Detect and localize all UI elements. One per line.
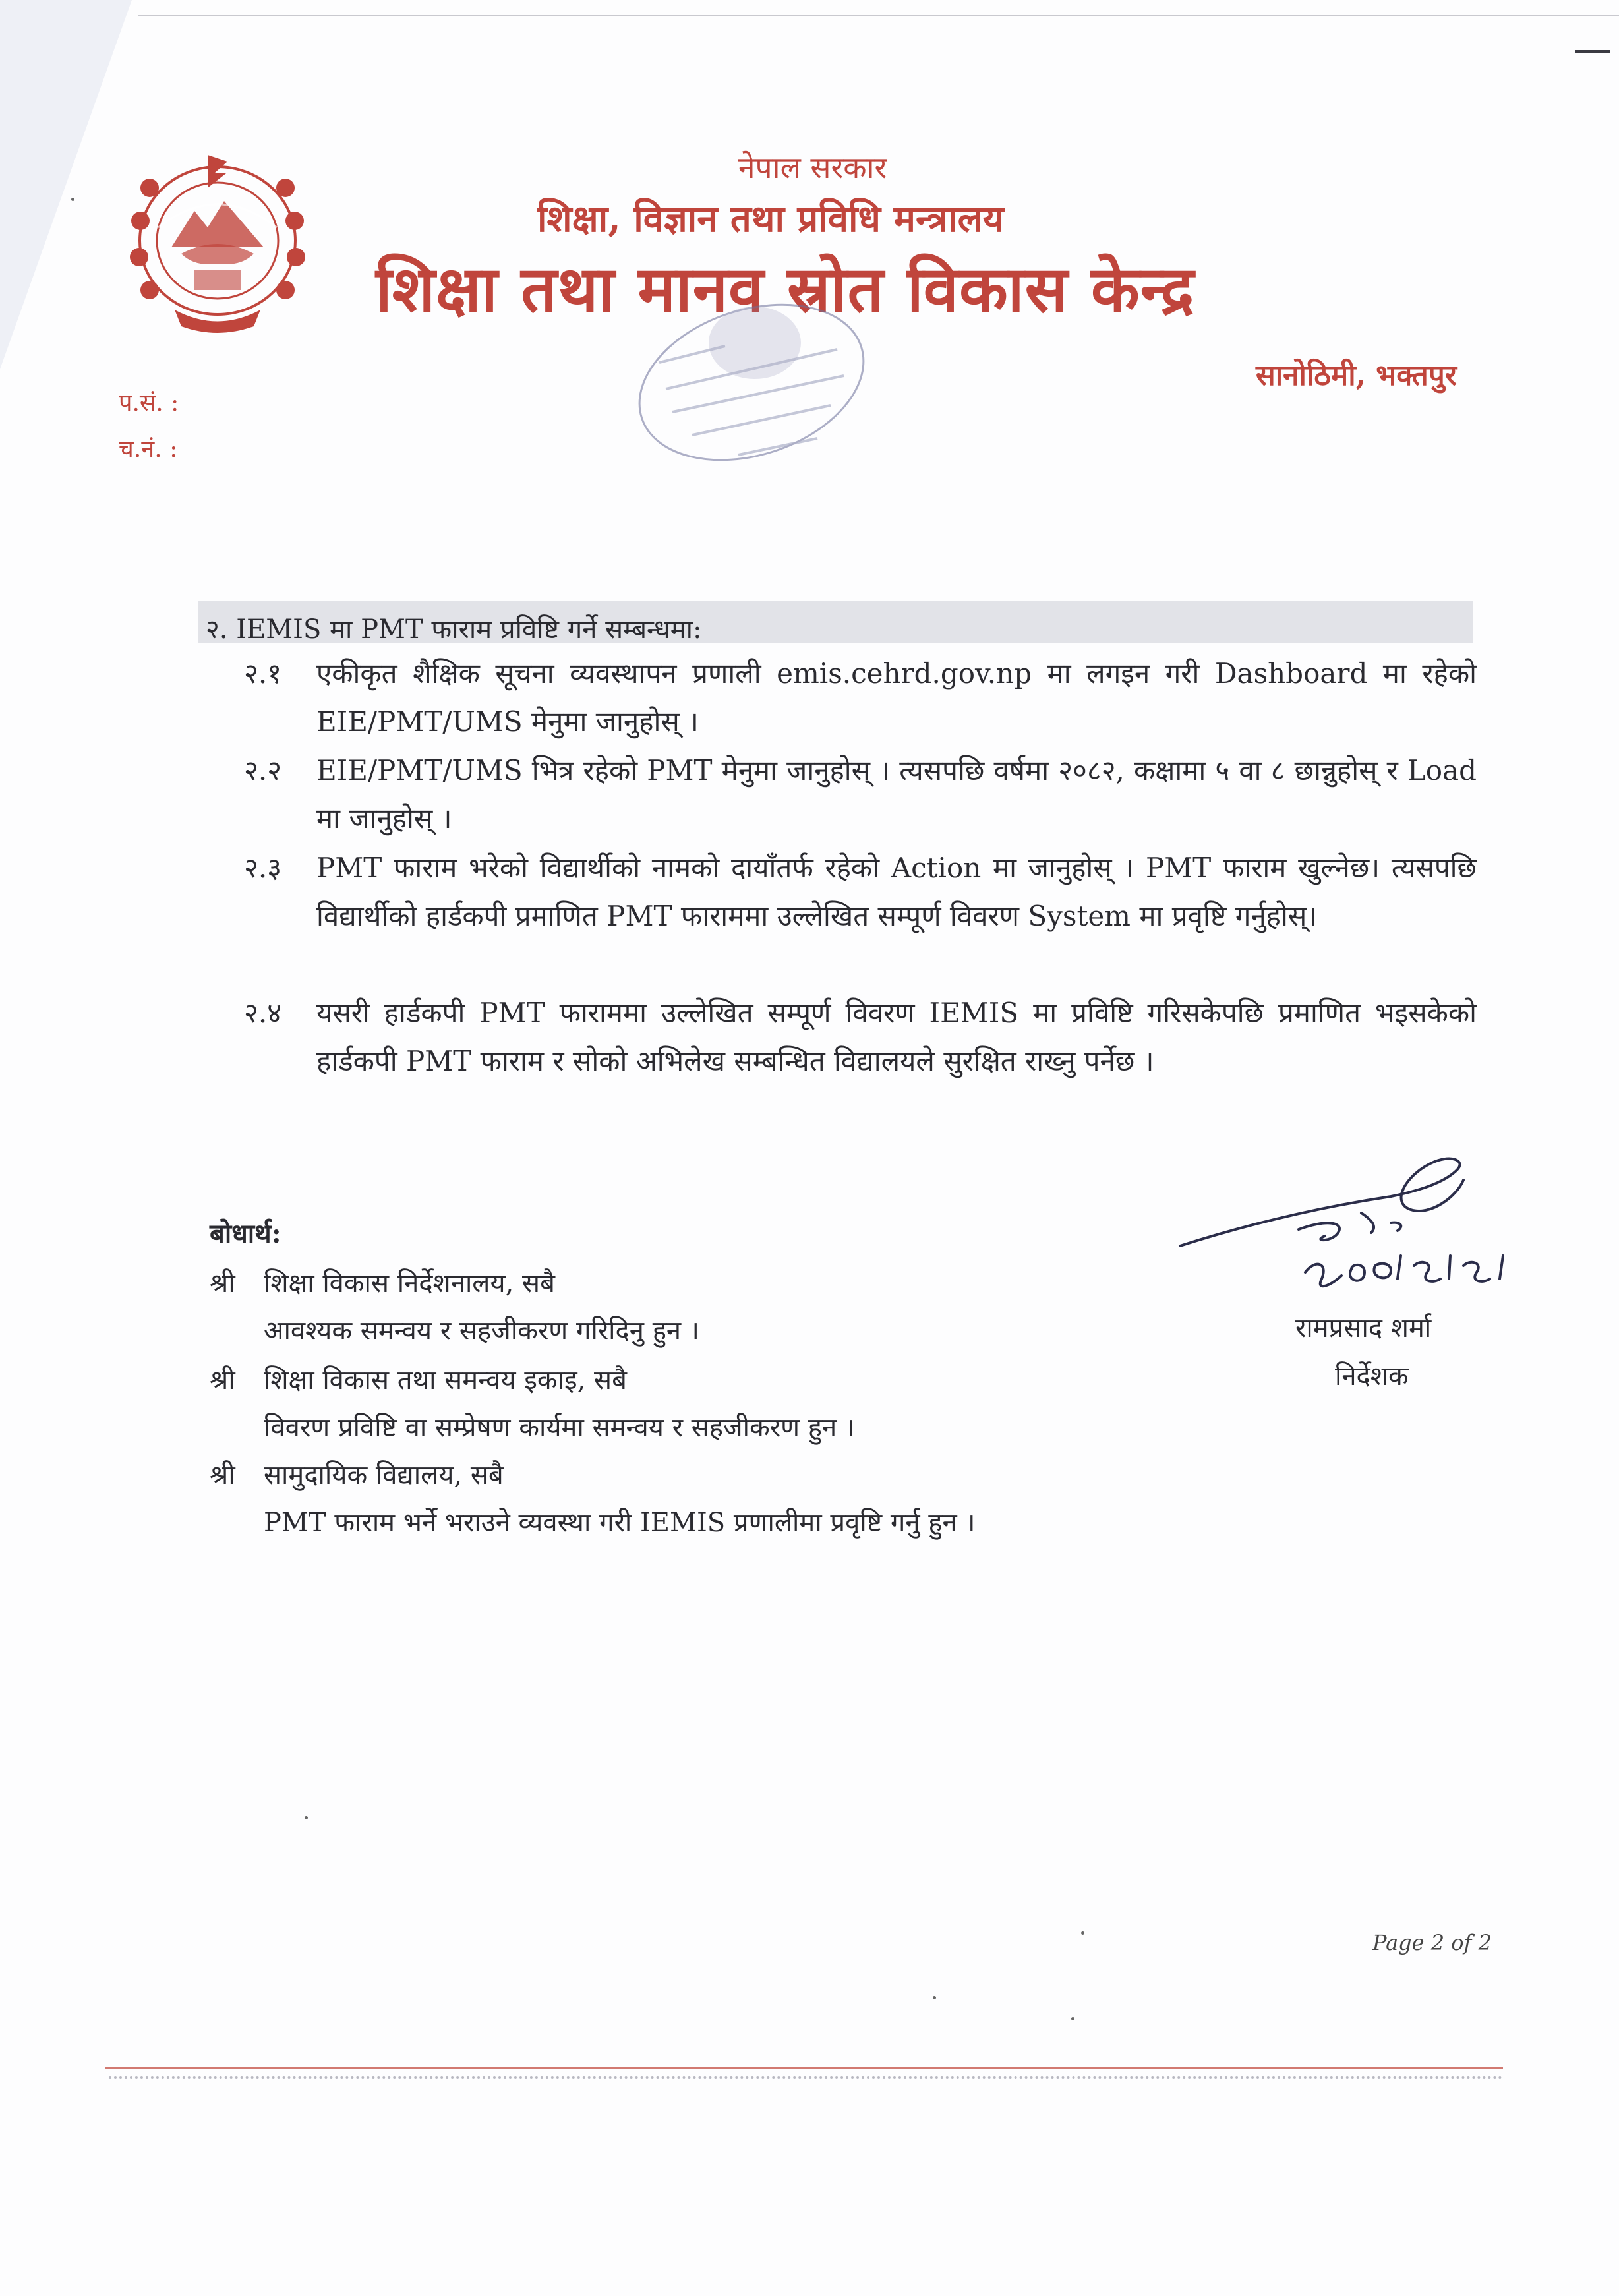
- cc-heading: बोधार्थ:: [210, 1218, 281, 1249]
- footer-rule: [105, 2067, 1503, 2069]
- recipient-name: शिक्षा विकास तथा समन्वय इकाइ, सबै: [264, 1365, 627, 1396]
- official-stamp: [620, 283, 897, 481]
- instruction-number: २.३: [244, 852, 282, 884]
- margin-mark: [1575, 50, 1610, 53]
- recipient-name: सामुदायिक विद्यालय, सबै: [264, 1460, 504, 1490]
- scan-speck: [933, 1996, 936, 1999]
- recipient-note: विवरण प्रविष्टि वा सम्प्रेषण कार्यमा समन्वय र सहजीकरण हुन ।: [264, 1413, 856, 1443]
- instruction-number: २.२: [244, 754, 282, 786]
- scan-speck: [71, 198, 74, 201]
- page-number: Page 2 of 2: [1372, 1930, 1492, 1955]
- recipient-name: शिक्षा विकास निर्देशनालय, सबै: [264, 1268, 555, 1299]
- section-title: २. IEMIS मा PMT फाराम प्रविष्टि गर्ने सम्बन्धमा:: [206, 614, 702, 645]
- recipient-prefix: श्री: [210, 1365, 235, 1396]
- recipient-note: PMT फाराम भर्ने भराउने व्यवस्था गरी IEMIS प्रणालीमा प्रवृष्टि गर्नु हुन ।: [264, 1508, 976, 1538]
- scan-speck: [1071, 2017, 1074, 2020]
- scan-speck: [1081, 1931, 1084, 1935]
- ministry-name: शिक्षा, विज्ञान तथा प्रविधि मन्त्रालय: [537, 197, 1005, 241]
- government-name: नेपाल सरकार: [738, 150, 887, 185]
- recipient-note: आवश्यक समन्वय र सहजीकरण गरिदिनु हुन ।: [264, 1316, 700, 1346]
- reference-number-label: प.सं. :: [119, 390, 179, 417]
- instruction-text: यसरी हार्डकपी PMT फाराममा उल्लेखित सम्पूर्ण विवरण IEMIS मा प्रविष्टि गरिसकेपछि प्रमाणित भइसकेको हार्डकपी PMT फाराम र सोको अभिलेख सम्बन्धित विद्यालयले सुरक्षित राख्नु पर्नेछ ।: [316, 997, 1477, 1077]
- recipient-prefix: श्री: [210, 1268, 235, 1299]
- instruction-text: PMT फाराम भरेको विद्यार्थीको नामको दायाँतर्फ रहेको Action मा जानुहोस् । PMT फाराम खुल्नेछ। त्यसपछि विद्यार्थीको हार्डकपी प्रमाणित PMT फाराममा उल्लेखित सम्पूर्ण विवरण System मा प्रवृष्टि गर्नुहोस्।: [316, 852, 1477, 932]
- handwritten-signature: [1173, 1144, 1543, 1302]
- instruction-text: EIE/PMT/UMS भित्र रहेको PMT मेनुमा जानुहोस् । त्यसपछि वर्षमा २०८२, कक्षामा ५ वा ८ छान्नुहोस् र Load मा जानुहोस् ।: [316, 754, 1477, 835]
- footer-dotted-line: [109, 2076, 1503, 2079]
- instruction-text: एकीकृत शैक्षिक सूचना व्यवस्थापन प्रणाली emis.cehrd.gov.np मा लगइन गरी Dashboard मा रहेको EIE/PMT/UMS मेनुमा जानुहोस् ।: [316, 657, 1477, 738]
- office-address: सानोठिमी, भक्तपुर: [1256, 359, 1457, 392]
- signer-name: रामप्रसाद शर्मा: [1295, 1313, 1432, 1343]
- instruction-number: २.४: [244, 997, 282, 1029]
- recipient-prefix: श्री: [210, 1460, 235, 1490]
- instruction-number: २.१: [244, 657, 282, 690]
- top-edge-line: [138, 15, 1619, 16]
- nepal-emblem-icon: [109, 142, 326, 346]
- signer-title: निर्देशक: [1335, 1361, 1409, 1392]
- center-name: शिक्षा तथा मानव स्रोत विकास केन्द्र: [376, 252, 1195, 326]
- dispatch-number-label: च.नं. :: [119, 436, 178, 463]
- scan-speck: [305, 1816, 308, 1819]
